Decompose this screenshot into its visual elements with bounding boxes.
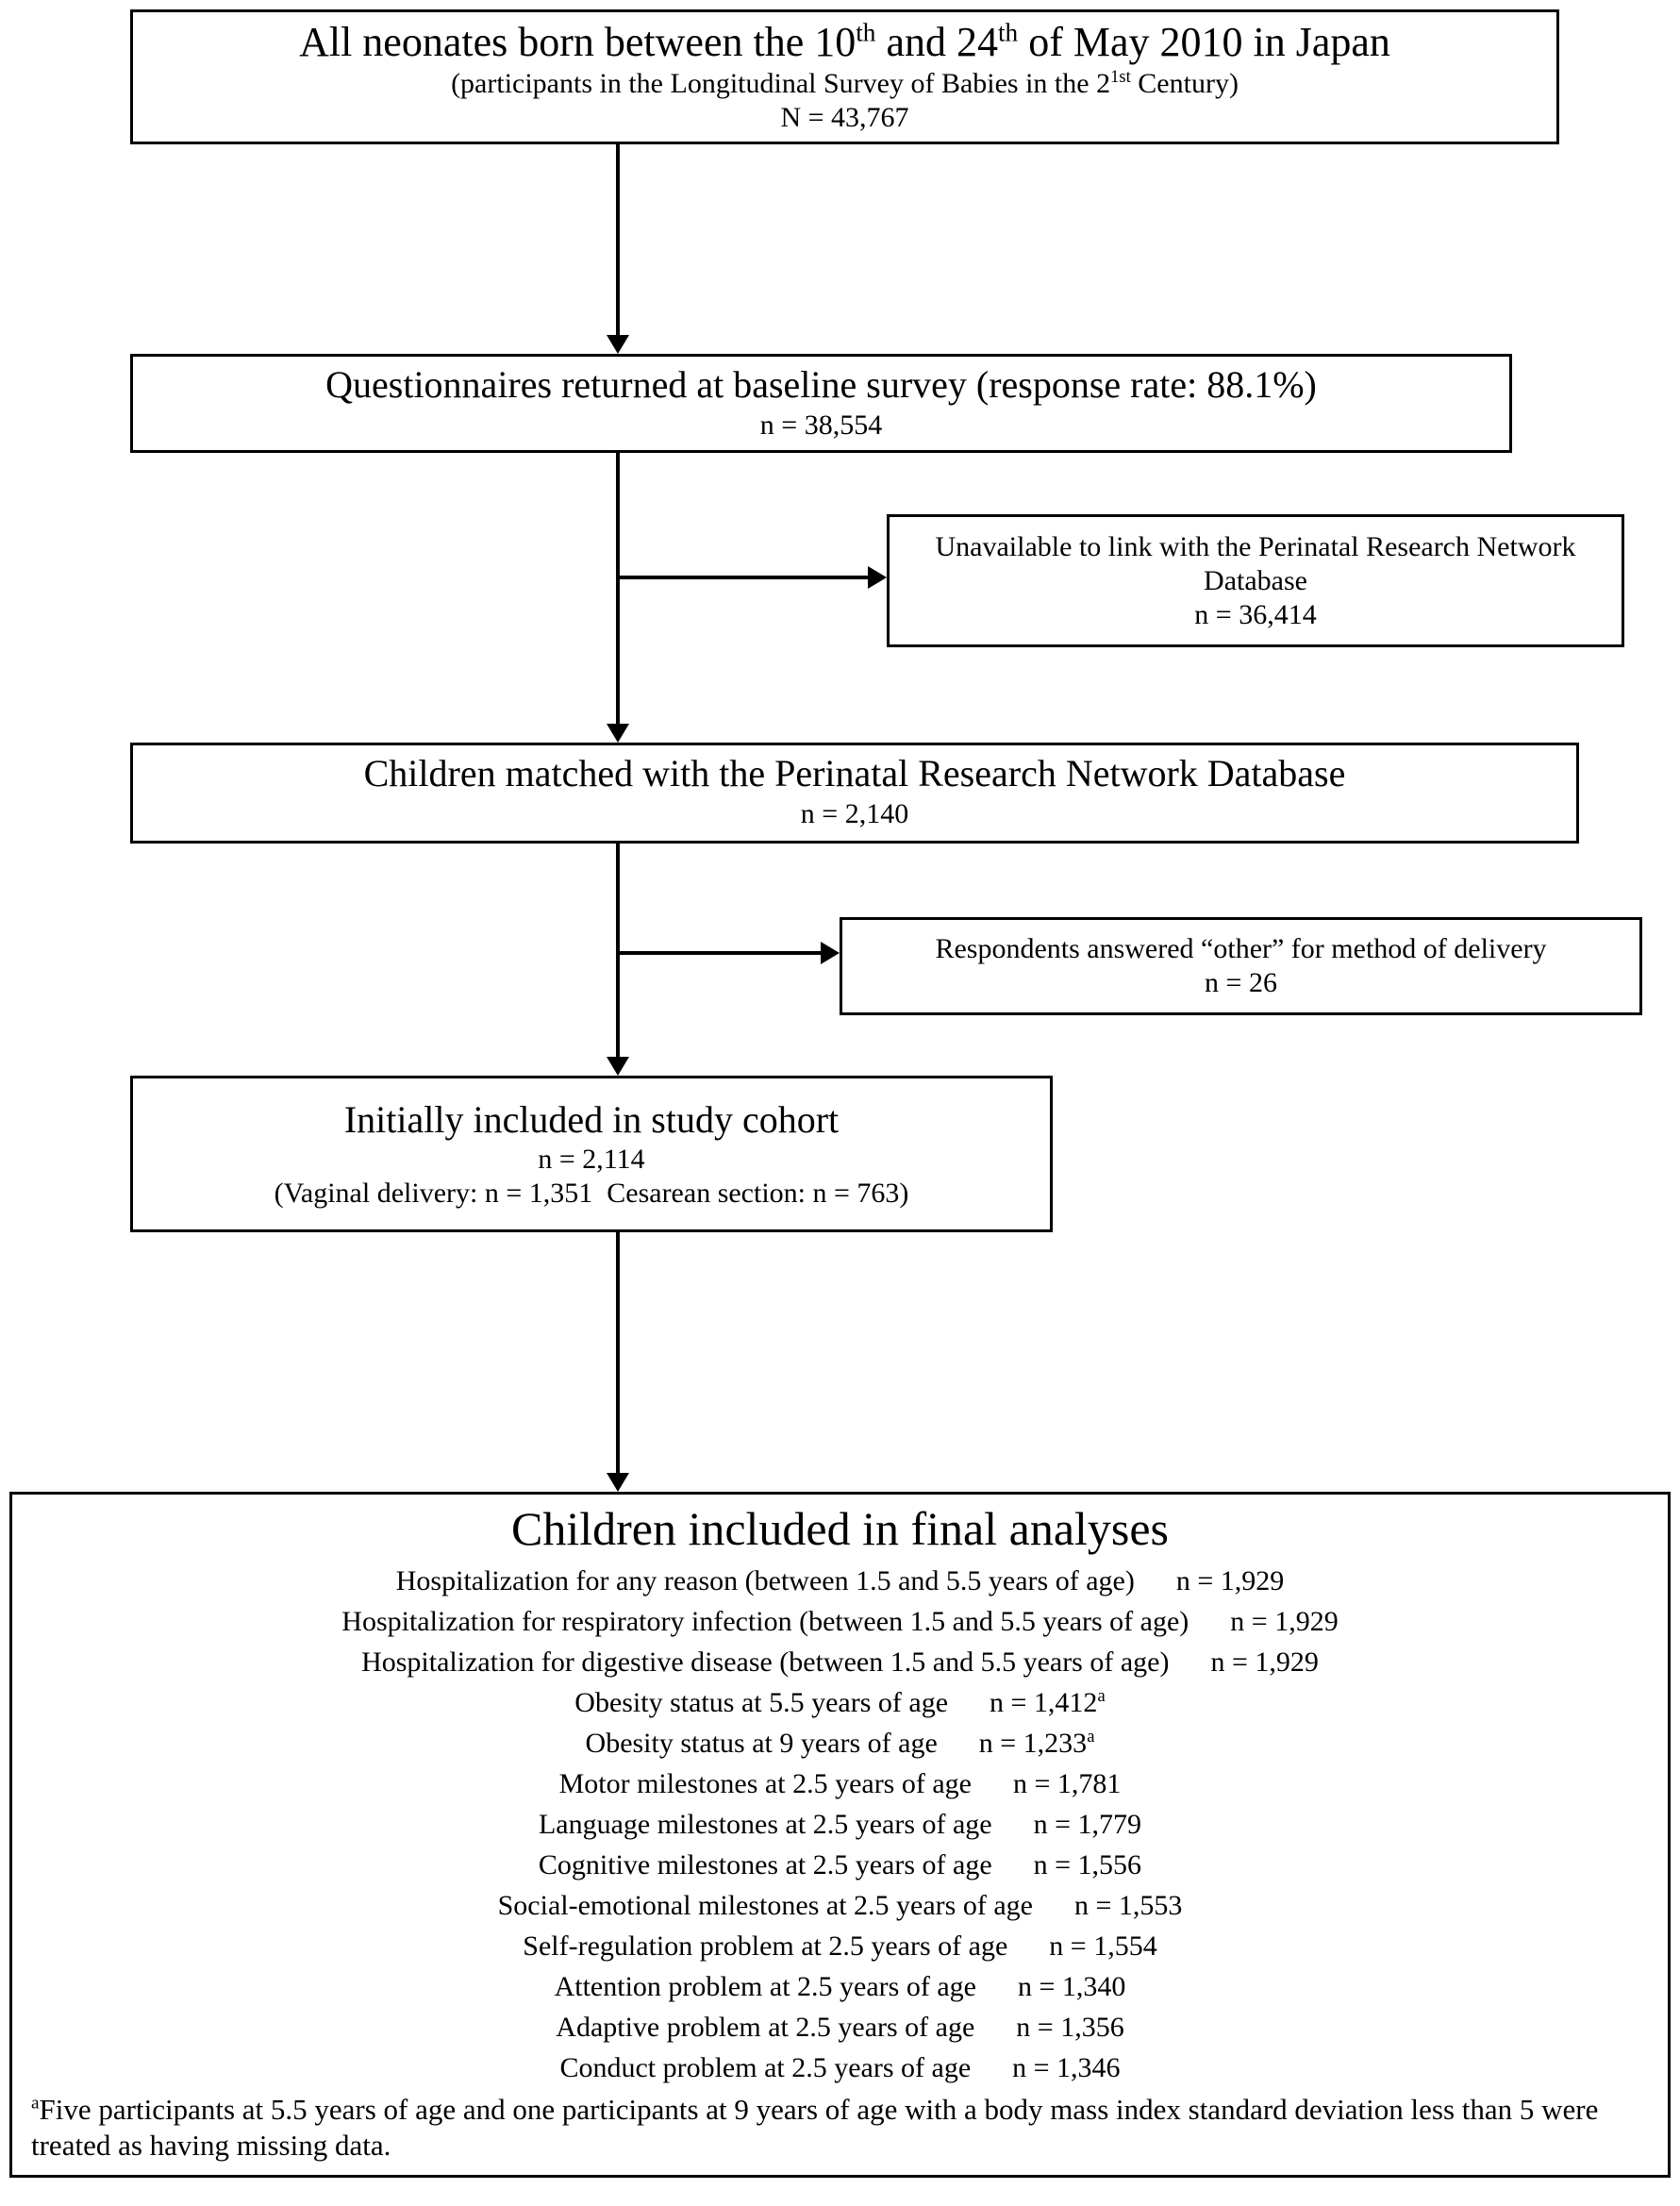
analysis-row	[31, 1966, 1649, 2007]
analysis-value: n = 1,554	[1049, 1930, 1157, 1962]
analysis-row	[31, 1885, 1649, 1926]
branch-arrow-right-2	[618, 951, 821, 955]
other-delivery-title: Respondents answered “other” for method of delivery	[935, 933, 1547, 964]
cohort-detail: (Vaginal delivery: n = 1,351 Cesarean section: n = 763)	[274, 1178, 909, 1210]
analysis-row	[31, 1642, 1649, 1682]
cohort-n: n = 2,114	[538, 1144, 645, 1176]
matched-n: n = 2,140	[800, 797, 909, 829]
flow-arrow-down-4	[616, 1232, 620, 1473]
neonates-title: All neonates born between the 10th and 24th of May 2010 in Japan	[299, 18, 1390, 65]
analysis-value: n = 1,233$^a$	[978, 1726, 1095, 1759]
unavailable-n: n = 36,414	[1194, 598, 1317, 630]
final-analyses-list	[31, 1561, 1649, 2088]
box-study-cohort	[130, 1076, 1053, 1232]
neonates-subtitle: (participants in the Longitudinal Survey of Babies in the $2^{1st}$ Century)	[451, 66, 1239, 99]
analysis-value: n = 1,346	[1012, 2051, 1121, 2083]
box-other-delivery	[840, 917, 1642, 1015]
analysis-row	[31, 1723, 1649, 1763]
analysis-value: n = 1,556	[1033, 1848, 1142, 1880]
analysis-label: Self-regulation problem at 2.5 years of age	[523, 1930, 1008, 1962]
neonates-n: N = 43,767	[780, 101, 909, 133]
analysis-value: n = 1,412$^a$	[990, 1685, 1106, 1718]
baseline-title: Questionnaires returned at baseline survey (response rate: 88.1%)	[325, 363, 1317, 406]
analysis-label: Obesity status at 9 years of age	[585, 1727, 938, 1759]
branch-arrow-right-1	[618, 576, 868, 579]
box-final-analyses	[9, 1492, 1671, 2178]
analysis-label: Adaptive problem at 2.5 years of age	[556, 2011, 975, 2043]
analysis-row	[31, 1804, 1649, 1845]
analysis-value: n = 1,781	[1012, 1767, 1122, 1799]
flow-arrow-down-1	[616, 143, 620, 335]
analysis-row	[31, 1561, 1649, 1601]
box-all-neonates	[130, 9, 1559, 144]
analysis-label: Hospitalization for digestive disease (between 1.5 and 5.5 years of age)	[361, 1646, 1170, 1678]
cohort-title: Initially included in study cohort	[343, 1097, 840, 1141]
other-delivery-n: n = 26	[1205, 967, 1277, 998]
analysis-value: n = 1,553	[1073, 1889, 1183, 1921]
analysis-row	[31, 1682, 1649, 1723]
analysis-value: n = 1,929	[1210, 1646, 1319, 1678]
flow-arrow-down-2	[616, 453, 620, 724]
analysis-value: n = 1,340	[1017, 1970, 1126, 2002]
analysis-value: n = 1,356	[1016, 2011, 1124, 2043]
box-unavailable-to-link	[887, 514, 1624, 647]
analysis-row	[31, 1926, 1649, 1966]
analysis-label: Cognitive milestones at 2.5 years of age	[538, 1848, 992, 1880]
analysis-row	[31, 1763, 1649, 1804]
analysis-value: n = 1,929	[1175, 1564, 1285, 1596]
analysis-row	[31, 1845, 1649, 1885]
analysis-label: Obesity status at 5.5 years of age	[574, 1686, 949, 1718]
analysis-value: n = 1,779	[1033, 1808, 1142, 1840]
box-matched-children	[130, 743, 1579, 844]
analysis-row	[31, 1601, 1649, 1642]
analysis-label: Hospitalization for respiratory infection (between 1.5 and 5.5 years of age)	[341, 1605, 1189, 1637]
analysis-row	[31, 2047, 1649, 2088]
analysis-label: Conduct problem at 2.5 years of age	[559, 2051, 972, 2083]
analysis-label: Language milestones at 2.5 years of age	[538, 1808, 992, 1840]
analysis-label: Motor milestones at 2.5 years of age	[558, 1767, 972, 1799]
flow-arrow-down-3	[616, 844, 620, 1057]
analysis-label: Social-emotional milestones at 2.5 years of age	[497, 1889, 1033, 1921]
analysis-value: n = 1,929	[1230, 1605, 1339, 1637]
baseline-n: n = 38,554	[759, 409, 883, 441]
footnote: $^a$Five participants at 5.5 years of age and one participants at 9 years of age with a body mass index standard deviation less than 5 were treated as having missing data.	[31, 2092, 1599, 2163]
analysis-label: Hospitalization for any reason (between 1.5 and 5.5 years of age)	[395, 1564, 1135, 1596]
unavailable-title: Unavailable to link with the Perinatal Research Network Database	[935, 530, 1576, 596]
matched-title: Children matched with the Perinatal Research Network Database	[363, 752, 1346, 794]
analysis-row	[31, 2007, 1649, 2047]
final-analyses-title: Children included in final analyses	[510, 1502, 1170, 1555]
analysis-label: Attention problem at 2.5 years of age	[554, 1970, 976, 2002]
box-baseline-survey	[130, 354, 1512, 453]
